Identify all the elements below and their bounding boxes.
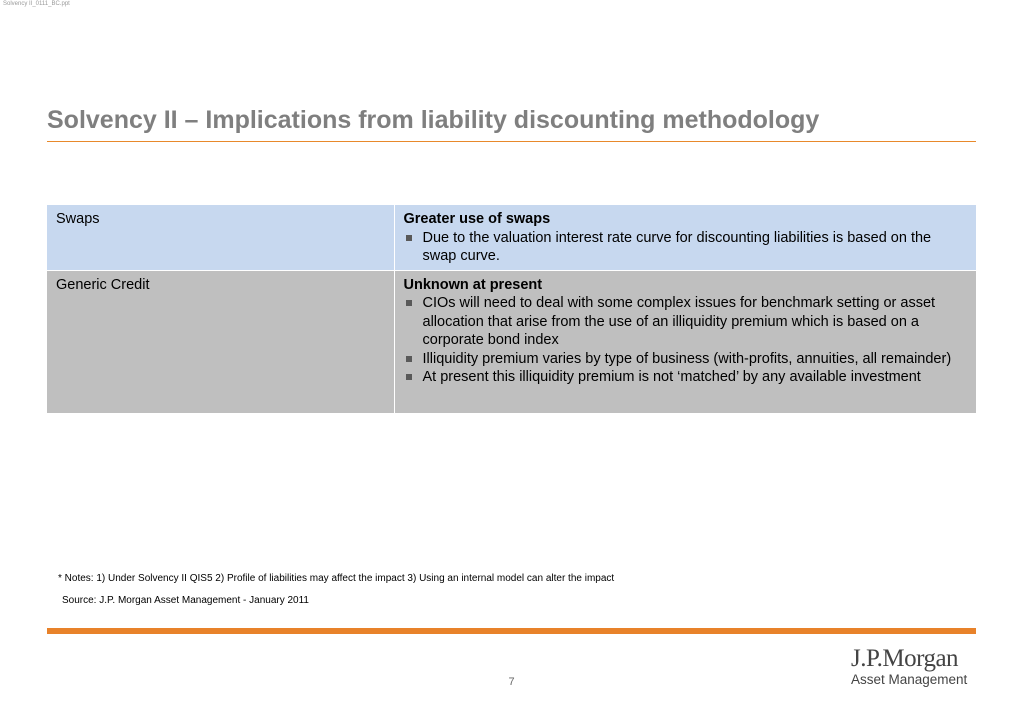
square-bullet-icon [406,356,412,362]
logo-subtitle: Asset Management [851,672,968,687]
bullet-list [404,229,969,266]
square-bullet-icon [406,374,412,380]
table-row-generic-credit [47,270,976,413]
footer-bar [47,628,976,634]
bullet-text: Illiquidity premium varies by type of business (with-profits, annuities, all remainder) [422,350,952,367]
bullet-text: Due to the valuation interest rate curve for discounting liabilities is based on the swap curve. [422,229,932,264]
source-note: Source: J.P. Morgan Asset Management - January 2011 [62,595,309,606]
title-divider [47,141,976,142]
page-title: Solvency II – Implications from liability discounting methodology [47,106,820,134]
list-item [404,294,969,350]
file-label: Solvency II_0111_BC.ppt [3,1,70,7]
bullet-text: CIOs will need to deal with some complex issues for benchmark setting or asset allocation that arise from the use of an illiquidity premium which is based on a corporate bond index [422,295,936,348]
footnote: * Notes: 1) Under Solvency II QIS5 2) Profile of liabilities may affect the impact 3) Using an internal model can alter the impact [58,573,615,584]
square-bullet-icon [406,300,412,306]
logo-name: J.P.Morgan [851,645,959,672]
row-content [394,205,976,270]
list-item [404,368,969,387]
page-number: 7 [508,676,515,688]
list-item [404,229,969,266]
row-heading: Unknown at present [403,276,543,293]
row-label: Generic Credit [47,270,394,413]
row-heading: Greater use of swaps [403,211,551,227]
row-content [394,270,976,413]
jpmorgan-logo [851,646,976,688]
content-table [47,205,976,414]
square-bullet-icon [406,235,412,241]
bullet-list [404,294,969,387]
list-item [404,350,969,369]
bullet-text: At present this illiquidity premium is not ‘matched’ by any available investment [422,369,921,385]
table-row-swaps [47,205,976,270]
row-label: Swaps [47,205,394,270]
